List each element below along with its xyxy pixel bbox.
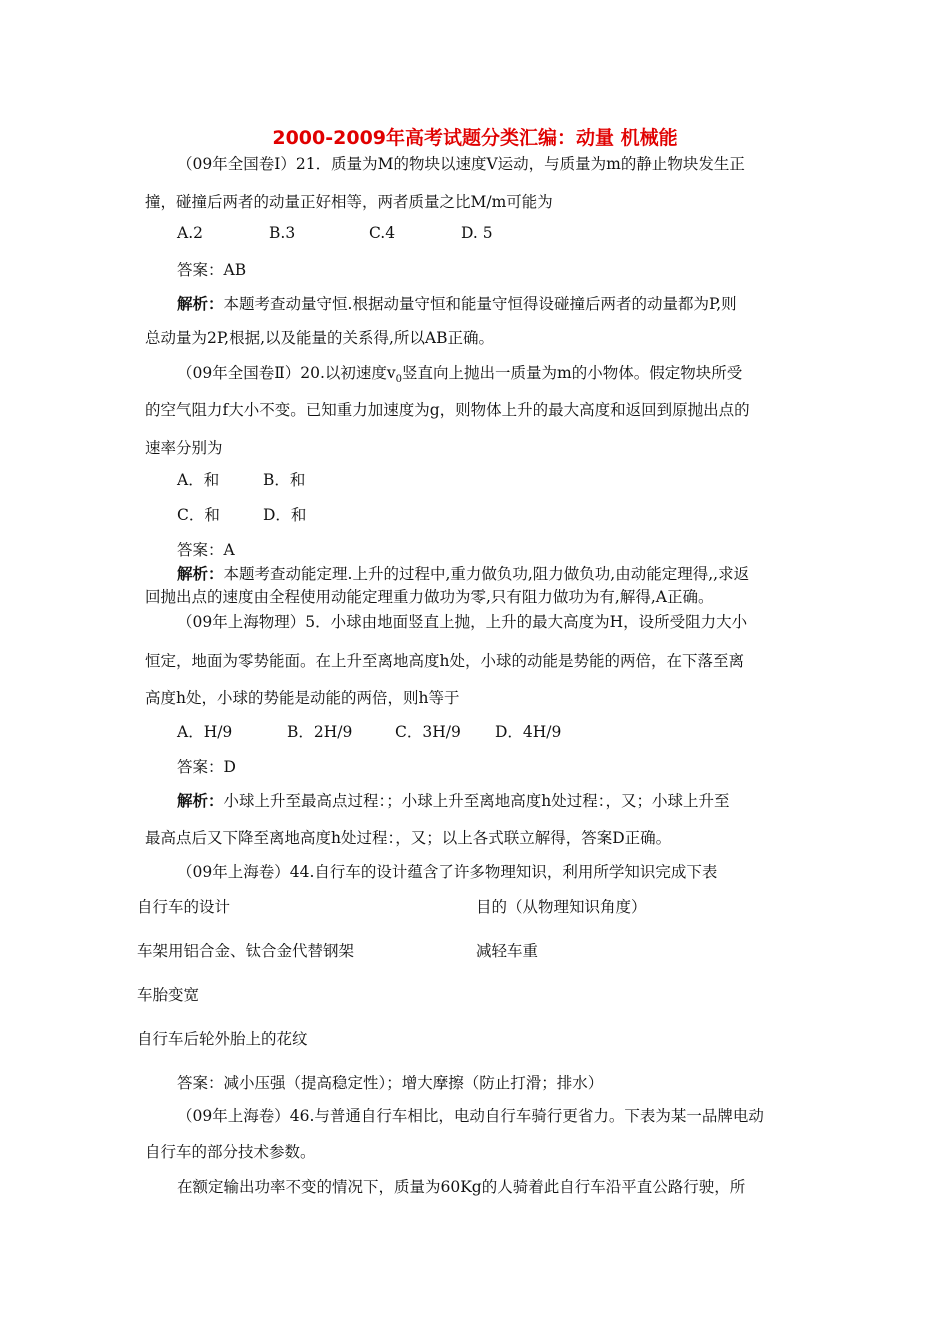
q1-line1: （09年全国卷Ⅰ）21．质量为M的物块以速度V运动，与质量为m的静止物块发生正: [177, 155, 745, 173]
q1-analysis-text: 本题考查动量守恒.根据动量守恒和能量守恒得设碰撞后两者的动量都为P,则: [223, 295, 737, 313]
q5-line1: （09年上海卷）46.与普通自行车相比，电动自行车骑行更省力。下表为某一品牌电动: [177, 1107, 764, 1125]
q4-table-header-purpose: 目的（从物理知识角度）: [476, 898, 647, 916]
q2-analysis-line1: [177, 562, 749, 584]
q3-option-b: B．2H/9: [287, 723, 353, 741]
q3-line1: （09年上海物理）5．小球由地面竖直上抛，上升的最大高度为H，设所受阻力大小: [177, 613, 748, 631]
q2-option-c: C．和: [177, 506, 220, 524]
q3-analysis-line2: 最高点后又下降至离地高度h处过程：，又；以上各式联立解得，答案D正确。: [145, 829, 672, 847]
q1-answer: 答案：AB: [177, 261, 247, 279]
q1-options: [177, 224, 493, 242]
q5-line2: 自行车的部分技术参数。: [145, 1143, 316, 1161]
q2-line1: [177, 361, 742, 385]
q1-analysis-label: 解析：: [177, 294, 224, 313]
q3-analysis-text: 小球上升至最高点过程：；小球上升至离地高度h处过程：，又；小球上升至: [223, 792, 730, 810]
q3-option-c: C．3H/9: [395, 723, 461, 741]
q3-analysis-label: 解析：: [177, 791, 224, 810]
q2-options-row2: [177, 503, 306, 525]
q4-table-row1-purpose: 减轻车重: [476, 942, 539, 960]
q2-line1-post: 竖直向上抛出一质量为m的小物体。假定物块所受: [402, 364, 743, 382]
q2-line3: 速率分别为: [145, 439, 223, 457]
q1-option-b: B.3: [269, 224, 296, 242]
q2-options-row1: [177, 468, 305, 490]
q3-options: [177, 720, 561, 742]
q3-line3: 高度h处，小球的势能是动能的两倍，则h等于: [145, 689, 460, 707]
q5-line3: 在额定输出功率不变的情况下，质量为60Kg的人骑着此自行车沿平直公路行驶，所: [177, 1178, 746, 1196]
q2-answer: 答案：A: [177, 541, 235, 559]
q2-analysis-label: 解析：: [177, 564, 224, 583]
q4-table-row1-design: 车架用铝合金、钛合金代替钢架: [137, 942, 355, 960]
q2-line1-pre: （09年全国卷Ⅱ）20.以初速度v: [177, 364, 396, 382]
q2-option-b: B．和: [263, 471, 306, 489]
q2-line2: 的空气阻力f大小不变。已知重力加速度为g，则物体上升的最大高度和返回到原抛出点的: [145, 401, 750, 419]
q1-line2: 撞，碰撞后两者的动量正好相等，两者质量之比M/m可能为: [145, 193, 553, 211]
q3-option-d: D．4H/9: [495, 723, 562, 741]
q4-table-header-design: 自行车的设计: [137, 898, 231, 916]
q3-line2: 恒定，地面为零势能面。在上升至离地高度h处，小球的动能是势能的两倍，在下落至离: [145, 652, 744, 670]
q2-option-d: D．和: [263, 506, 307, 524]
q4-answer: 答案：减小压强（提高稳定性）；增大摩擦（防止打滑；排水）: [177, 1074, 604, 1092]
document-title: 2000-2009年高考试题分类汇编：动量 机械能: [272, 127, 678, 149]
q4-line1: （09年上海卷）44.自行车的设计蕴含了许多物理知识，利用所学知识完成下表: [177, 863, 718, 881]
q1-option-c: C.4: [369, 224, 396, 242]
q1-analysis-line1: [177, 292, 737, 314]
q2-analysis-text: 本题考查动能定理.上升的过程中,重力做负功,阻力做负功,由动能定理得,,求返: [223, 565, 750, 583]
q3-answer: 答案：D: [177, 758, 236, 776]
q3-option-a: A．H/9: [177, 723, 233, 741]
q4-table-row3-design: 自行车后轮外胎上的花纹: [137, 1030, 308, 1048]
q4-table-row2-design: 车胎变宽: [137, 986, 200, 1004]
q3-analysis-line1: [177, 789, 730, 811]
q1-option-d: D. 5: [461, 224, 493, 242]
q2-v0-subscript: 0: [395, 374, 403, 386]
q2-analysis-line2: 回抛出点的速度由全程使用动能定理重力做功为零,只有阻力做功为有,解得,A正确。: [145, 588, 714, 606]
q1-option-a: A.2: [177, 224, 203, 242]
q1-analysis-line2: 总动量为2P,根据,以及能量的关系得,所以AB正确。: [145, 329, 495, 347]
q2-option-a: A．和: [177, 471, 220, 489]
